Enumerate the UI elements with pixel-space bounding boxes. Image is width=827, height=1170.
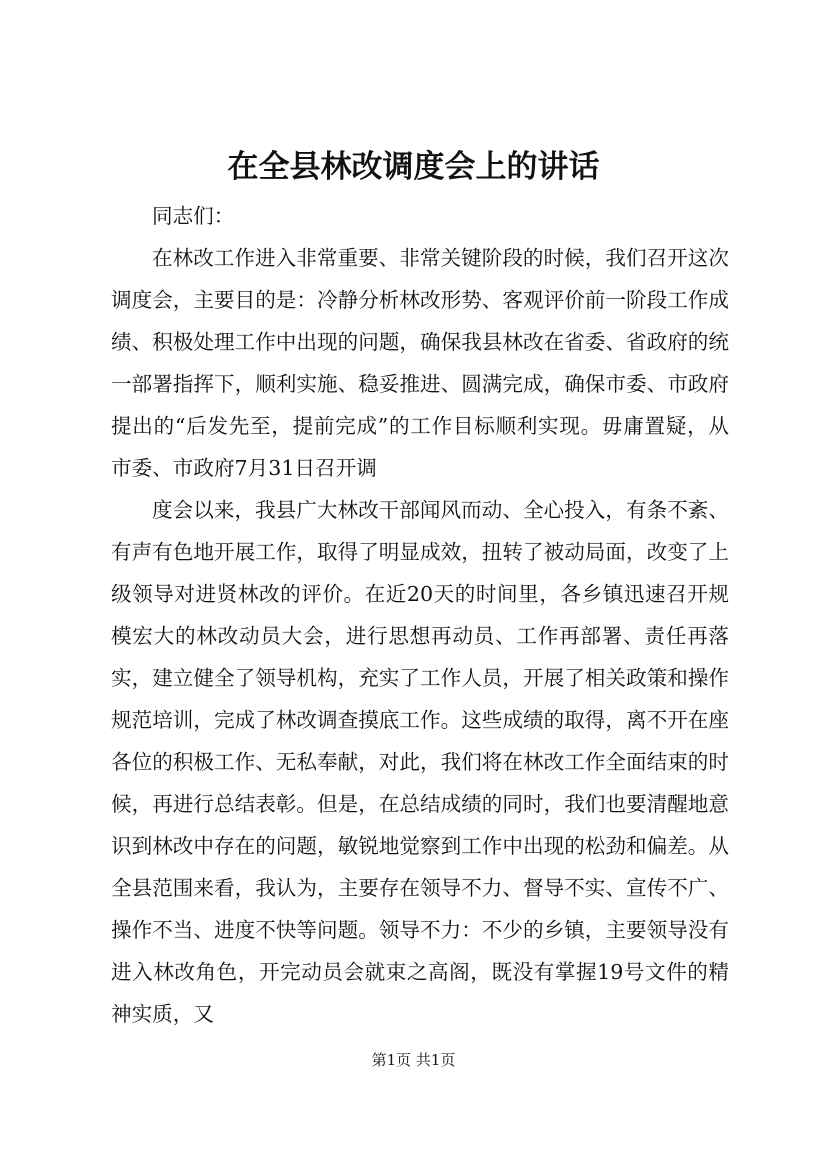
page-number-footer: 第1页 共1页	[371, 1051, 456, 1069]
greeting: 同志们：	[152, 204, 235, 228]
document-title: 在全县林改调度会上的讲话	[227, 149, 600, 185]
paragraph-1: 在林改工作进入非常重要、非常关键阶段的时候，我们召开这次调度会，主要目的是：冷静分析林改形势、客观评价前一阶段工作成绩、积极处理工作中出现的问题，确保我县林改在省委、省政府的统一部署指挥下，顺利实施、稳妥推进、圆满完成，确保市委、市政府提出的“后发先至，提前完成”的工作目标顺利实现。毋庸置疑，从市委、市政府7月31日召开调	[111, 246, 729, 480]
paragraph-2: 度会以来，我县广大林改干部闻风而动、全心投入，有条不紊、有声有色地开展工作，取得了明显成效，扭转了被动局面，改变了上级领导对进贤林改的评价。在近20天的时间里，各乡镇迅速召开规模宏大的林改动员大会，进行思想再动员、工作再部署、责任再落实，建立健全了领导机构，充实了工作人员，开展了相关政策和操作规范培训，完成了林改调查摸底工作。这些成绩的取得，离不开在座各位的积极工作、无私奉献，对此，我们将在林改工作全面结束的时候，再进行总结表彰。但是，在总结成绩的同时，我们也要清醒地意识到林改中存在的问题，敏锐地觉察到工作中出现的松劲和偏差。从全县范围来看，我认为，主要存在领导不力、督导不实、宣传不广、操作不当、进度不快等问题。领导不力：不少的乡镇，主要领导没有进入林改角色，开完动员会就束之高阁，既没有掌握19号文件的精神实质，又	[111, 498, 729, 1026]
